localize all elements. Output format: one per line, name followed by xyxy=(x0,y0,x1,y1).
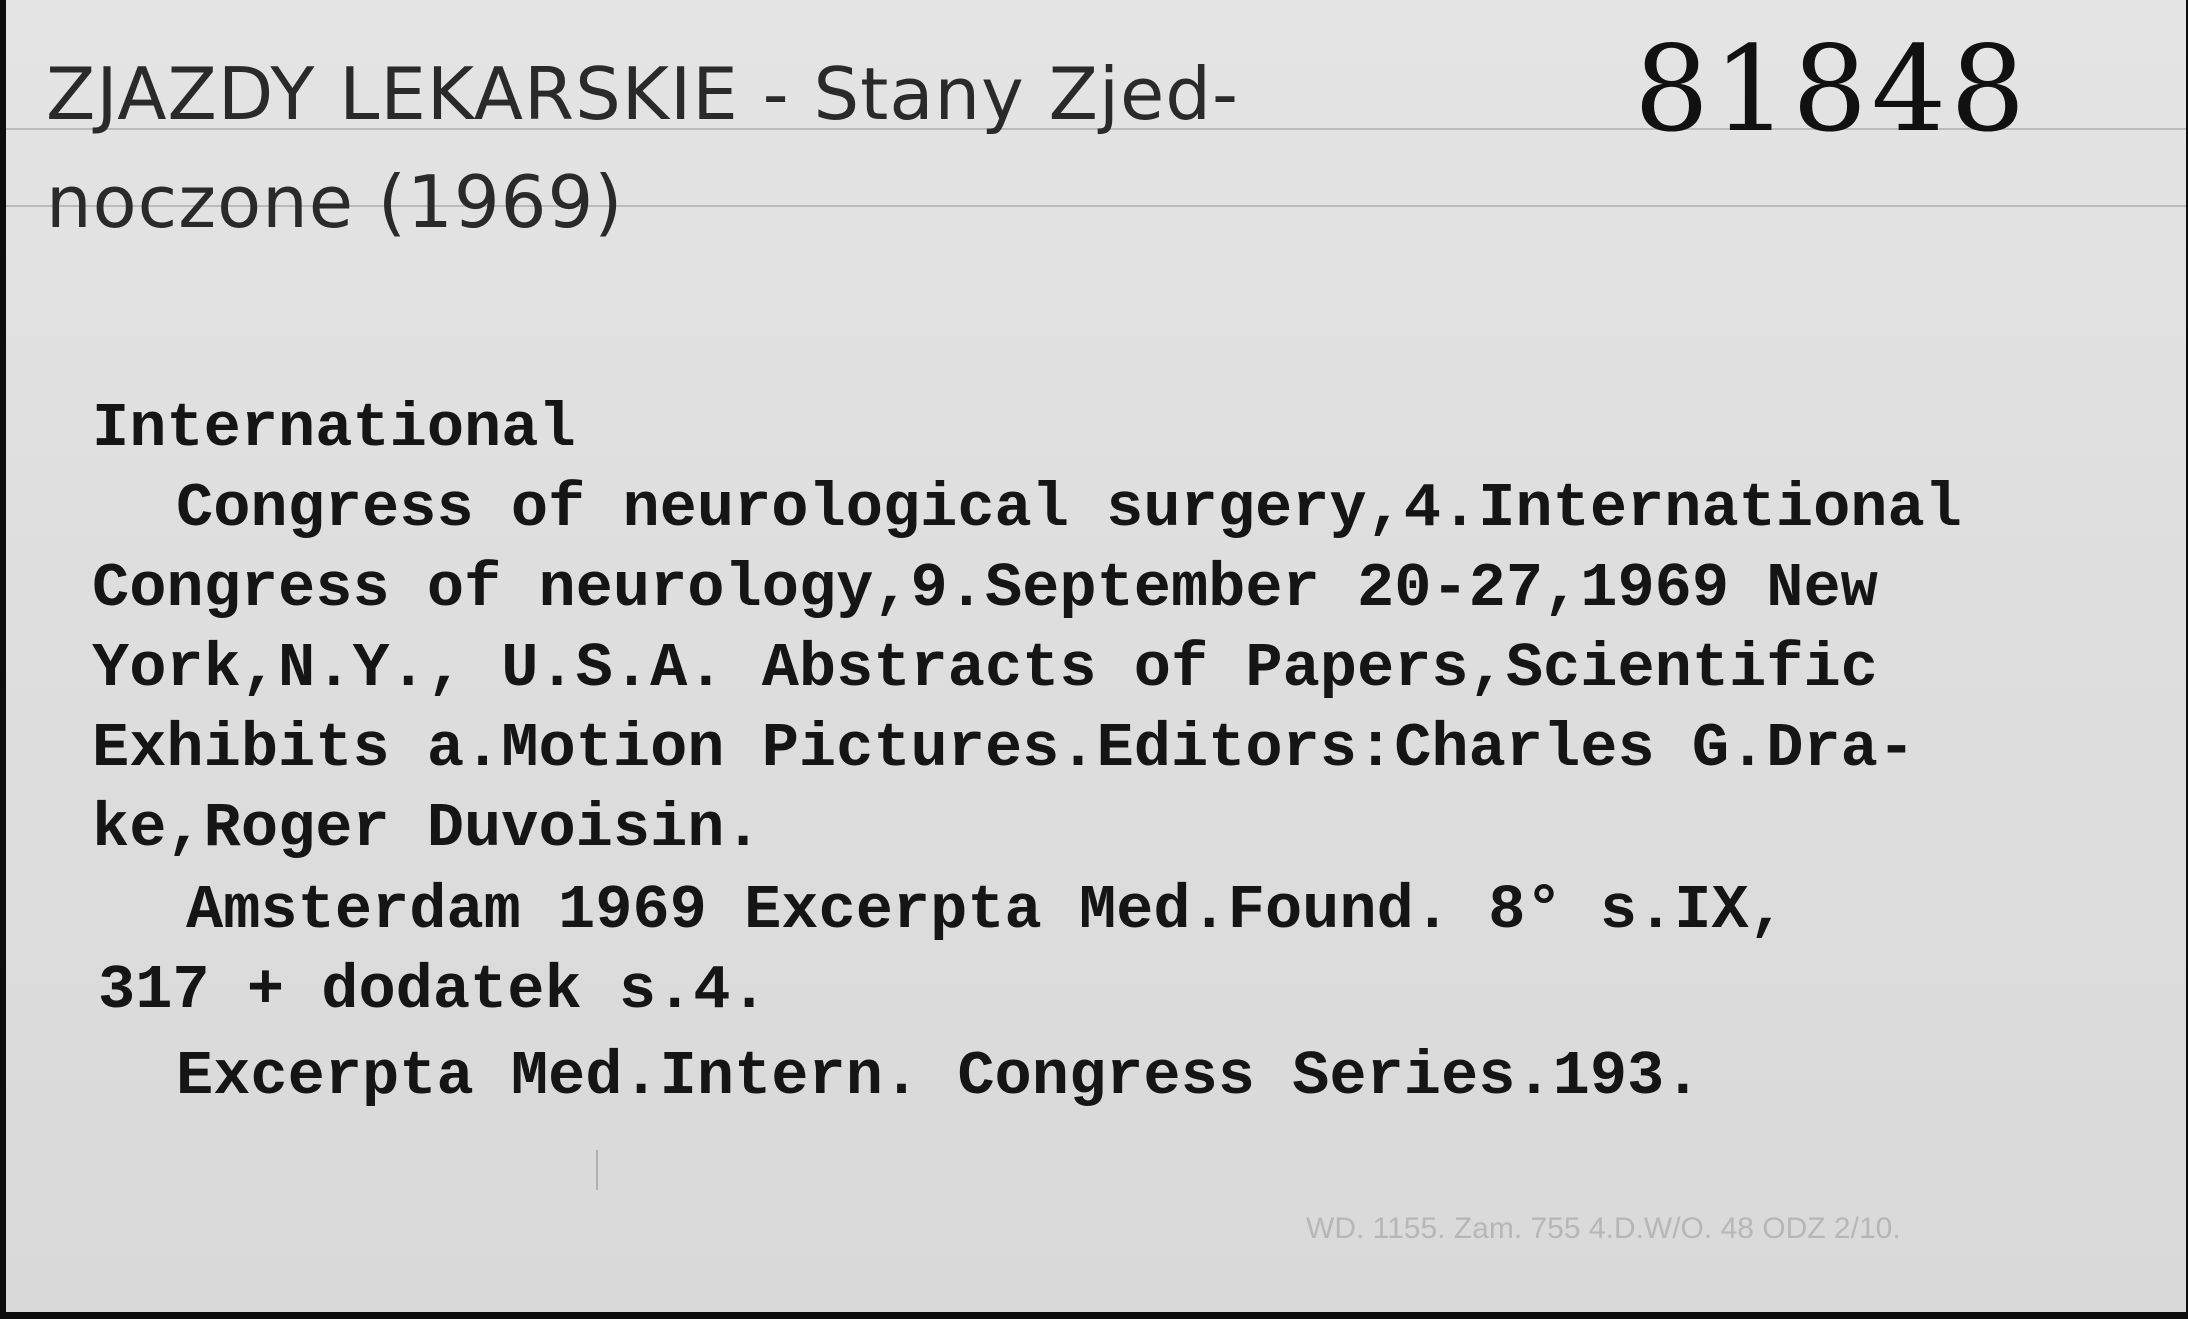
imprint-line-2: 317 + dodatek s.4. xyxy=(98,955,768,1026)
print-stamp: WD. 1155. Zam. 755 4.D.W/O. 48 ODZ 2/10. xyxy=(1306,1212,1901,1245)
entry-line-5: Exhibits a.Motion Pictures.Editors:Charles G.Dra- xyxy=(92,713,1916,784)
card-mark xyxy=(596,1150,598,1190)
entry-line-2: Congress of neurological surgery,4.International xyxy=(176,473,1962,544)
series-line: Excerpta Med.Intern. Congress Series.193. xyxy=(176,1041,1702,1112)
entry-line-1: International xyxy=(92,393,576,464)
subject-heading-line-1: ZJAZDY LEKARSKIE - Stany Zjed- xyxy=(46,52,1239,136)
imprint-line-1: Amsterdam 1969 Excerpta Med.Found. 8° s.IX, xyxy=(186,875,1786,946)
entry-line-6: ke,Roger Duvoisin. xyxy=(92,793,762,864)
subject-heading-line-2: noczone (1969) xyxy=(46,160,624,244)
entry-line-3: Congress of neurology,9.September 20-27,1969 New xyxy=(92,553,1878,624)
entry-line-4: York,N.Y., U.S.A. Abstracts of Papers,Scientific xyxy=(92,633,1878,704)
catalog-card xyxy=(6,0,2186,1312)
call-number: 81848 xyxy=(1634,20,2030,158)
